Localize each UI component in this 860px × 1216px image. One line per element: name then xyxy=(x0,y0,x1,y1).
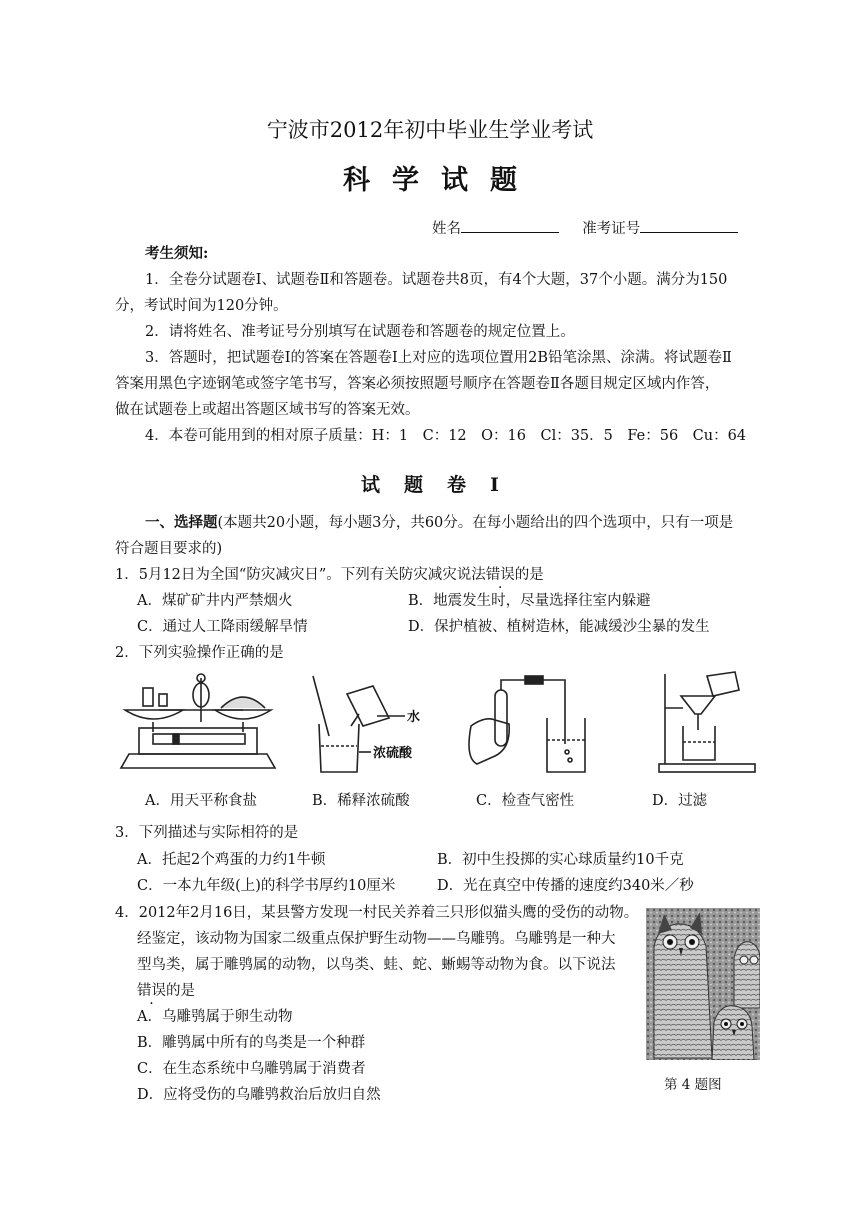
q4-emph: 错误 xyxy=(137,983,166,999)
candidate-info xyxy=(432,217,738,238)
section-title: 试题卷Ⅰ xyxy=(361,474,523,496)
q2-option-c: C．检查气密性 xyxy=(476,793,575,809)
notice-line-3: 2．请将姓名、准考证号分别填写在试题卷和答题卷的规定位置上。 xyxy=(145,324,575,340)
q4-option-d: D．应将受伤的乌雕鸮救治后放归自然 xyxy=(137,1087,381,1103)
balance-figure xyxy=(121,674,275,768)
section-intro-bold: 一、选择题 xyxy=(145,514,218,531)
q2-stem: 2．下列实验操作正确的是 xyxy=(115,645,284,661)
owl-photo xyxy=(646,908,760,1060)
q1-stem-a: 1．5月12日为全国“防灾减灾日”。下列有关防灾减灾说法 xyxy=(115,567,486,583)
q4-option-c: C．在生态系统中乌雕鸮属于消费者 xyxy=(137,1061,366,1077)
q4-figure-caption: 第 4 题图 xyxy=(664,1077,722,1093)
q4-line-1: 4．2012年2月16日，某县警方发现一村民关养着三只形似猫头鹰的受伤的动物。 xyxy=(115,905,639,921)
section-intro xyxy=(145,513,733,533)
q2-figures xyxy=(115,668,795,783)
q4-line-3: 型鸟类，属于雕鸮属的动物，以鸟类、蛙、蛇、蜥蜴等动物为食。以下说法 xyxy=(137,957,616,973)
name-blank xyxy=(461,218,559,233)
notice-line-1: 1．全卷分试题卷Ⅰ、试题卷Ⅱ和答题卷。试题卷共8页，有4个大题，37个小题。满分为150 xyxy=(145,272,728,288)
notice-line-7: 4．本卷可能用到的相对原子质量：H：1 C：12 O：16 Cl：35．5 Fe：56 Cu：64 xyxy=(145,428,747,444)
section-intro-cont: 符合题目要求的) xyxy=(115,541,223,557)
subject-title: 科学试题 xyxy=(343,165,539,196)
exam-title: 宁波市2012年初中毕业生学业考试 xyxy=(266,118,594,142)
q3-option-a: A．托起2个鸡蛋的力约1牛顿 xyxy=(137,852,326,868)
q4-line-2: 经鉴定，该动物为国家二级重点保护野生动物——乌雕鸮。乌雕鸮是一种大 xyxy=(137,931,616,947)
q1-option-c: C．通过人工降雨缓解旱情 xyxy=(137,619,308,635)
q3-option-c: C．一本九年级(上)的科学书厚约10厘米 xyxy=(137,878,396,894)
q2-label-acid: 浓硫酸 xyxy=(373,746,413,761)
q1-stem-b: 的是 xyxy=(514,567,544,583)
q3-option-b: B．初中生投掷的实心球质量约10千克 xyxy=(437,852,684,868)
id-label: 准考证号 xyxy=(582,221,641,237)
q4-option-b: B．雕鸮属中所有的鸟类是一个种群 xyxy=(137,1035,366,1051)
q2-option-d: D．过滤 xyxy=(652,793,708,809)
q1-option-b: B．地震发生时，尽量选择往室内躲避 xyxy=(408,593,651,609)
q4-line-4-rest: 的是 xyxy=(166,983,195,999)
name-label: 姓名 xyxy=(432,221,461,237)
airtightness-figure xyxy=(469,676,585,772)
notice-line-5: 答案用黑色字迹钢笔或签字笔书写，答案必须按照题号顺序在答题卷Ⅱ各题目规定区域内作答， xyxy=(115,376,720,392)
q1-option-d: D．保护植被、植树造林，能减缓沙尘暴的发生 xyxy=(408,619,710,635)
notice-line-6: 做在试题卷上或超出答题区域书写的答案无效。 xyxy=(115,402,420,418)
q4-option-a: A．乌雕鸮属于卵生动物 xyxy=(137,1009,293,1025)
notice-line-2: 分，考试时间为120分钟。 xyxy=(115,298,288,314)
q2-label-water: 水 xyxy=(407,710,421,725)
q3-option-d: D．光在真空中传播的速度约340米／秒 xyxy=(437,878,694,894)
section-intro-rest: (本题共20小题，每小题3分，共60分。在每小题给出的四个选项中，只有一项是 xyxy=(217,515,734,531)
q1-stem-emph: 错误 xyxy=(485,567,515,583)
notice-heading: 考生须知: xyxy=(145,245,209,262)
filtration-figure xyxy=(659,672,755,772)
q2-option-b: B．稀释浓硫酸 xyxy=(312,793,410,809)
q1-stem xyxy=(115,565,544,585)
q2-option-a: A．用天平称食盐 xyxy=(145,793,257,809)
q4-line-4 xyxy=(137,981,195,1001)
id-blank xyxy=(640,218,738,233)
q3-stem: 3．下列描述与实际相符的是 xyxy=(115,825,299,841)
notice-line-4: 3．答题时，把试题卷Ⅰ的答案在答题卷Ⅰ上对应的选项位置用2B铅笔涂黑、涂满。将试题卷Ⅱ xyxy=(145,350,732,366)
q1-option-a: A．煤矿矿井内严禁烟火 xyxy=(137,593,293,609)
